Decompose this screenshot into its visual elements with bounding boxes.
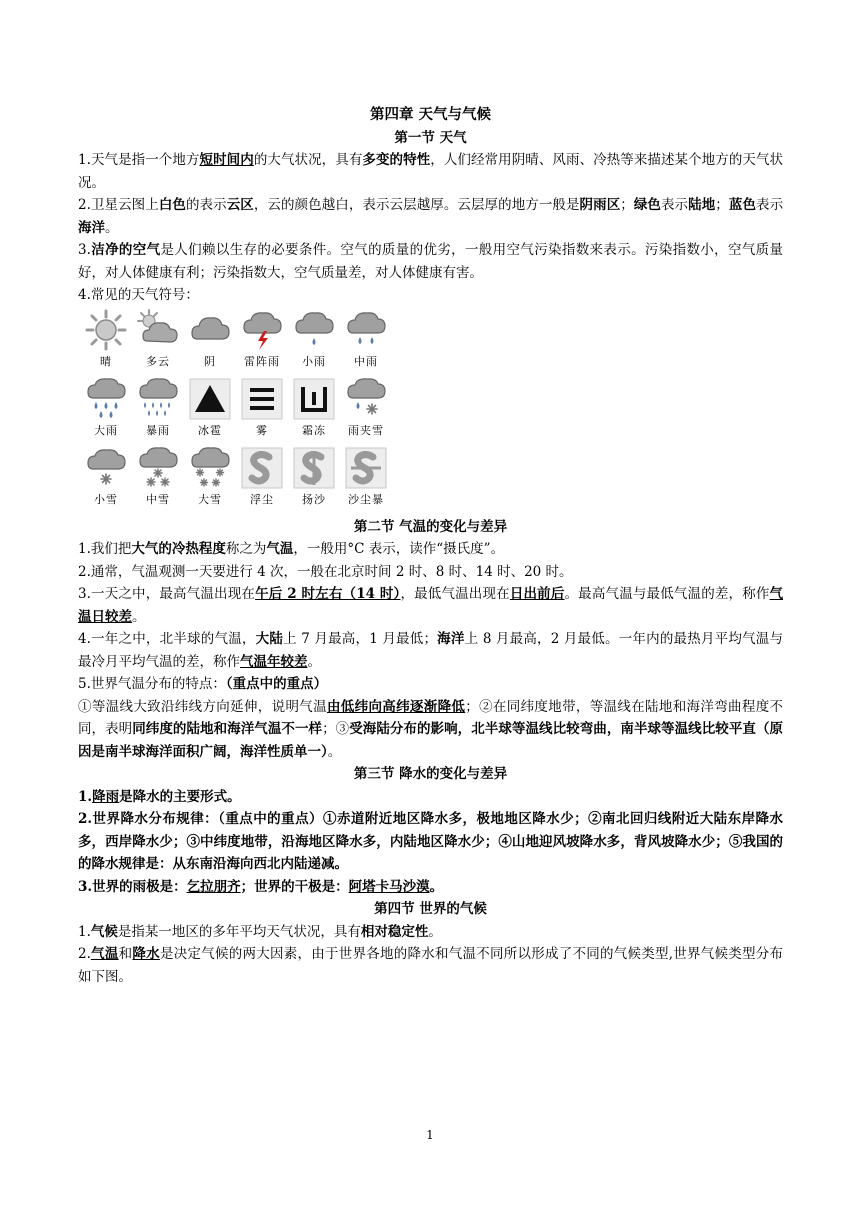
- symbol-label: 中雪: [146, 492, 170, 506]
- weather-symbol: [288, 378, 340, 444]
- hail-icon: [189, 378, 231, 420]
- partly-cloudy-icon: [137, 309, 179, 351]
- symbol-label: 雨夹雪: [348, 423, 384, 437]
- weather-symbol: [340, 378, 392, 444]
- s2-paragraph-2: 2.通常，气温观测一天要进行 4 次，一般在北京时间 2 时、8 时、14 时、20 时。: [78, 563, 573, 580]
- weather-symbol-grid: [80, 309, 783, 513]
- s1-paragraph-4: 4.常见的天气符号：: [78, 287, 199, 303]
- symbol-label: 扬沙: [302, 492, 326, 506]
- sleet-icon: [345, 378, 387, 420]
- weather-symbol-row: [80, 309, 783, 375]
- floating-dust-icon: [241, 447, 283, 489]
- weather-symbol: [80, 378, 132, 444]
- weather-symbol: [80, 447, 132, 513]
- s2-paragraph-1: 1.我们把大气的冷热程度称之为气温，一般用°C 表示，读作“摄氏度”。: [78, 541, 505, 557]
- symbol-label: 晴: [100, 354, 112, 368]
- symbol-label: 沙尘暴: [348, 492, 384, 506]
- section-2-title: 第二节 气温的变化与差异: [353, 518, 508, 535]
- s3-paragraph-1: 1.降雨是降水的主要形式。: [78, 788, 241, 805]
- weather-symbol: [236, 447, 288, 513]
- symbol-label: 暴雨: [146, 423, 170, 437]
- frost-icon: [293, 378, 335, 420]
- symbol-label: 浮尘: [250, 492, 274, 506]
- overcast-icon: [189, 309, 231, 351]
- weather-symbol: [288, 447, 340, 513]
- s3-paragraph-3: 3.世界的雨极是：乞拉朋齐；世界的干极是：阿塔卡马沙漠。: [78, 878, 444, 895]
- symbol-label: 小雨: [302, 354, 326, 368]
- weather-symbol: [236, 378, 288, 444]
- section-4-title: 第四节 世界的气候: [374, 901, 487, 917]
- sun-icon: [85, 309, 127, 351]
- symbol-label: 雾: [256, 423, 268, 437]
- page-number: 1: [426, 1128, 434, 1142]
- weather-symbol: [184, 309, 236, 375]
- symbol-label: 阴: [204, 354, 216, 368]
- light-rain-icon: [293, 309, 335, 351]
- weather-symbol: [80, 309, 132, 375]
- heavy-rain-icon: [85, 378, 127, 420]
- s1-paragraph-2: 2.卫星云图上白色的表示云区，云的颜色越白，表示云层越厚。云层厚的地方一般是阴雨区；绿色表示陆地；蓝色表示海洋。: [78, 197, 784, 236]
- page-content: [78, 104, 783, 988]
- weather-symbol: [236, 309, 288, 375]
- symbol-label: 小雪: [94, 492, 118, 506]
- weather-symbol-row: [80, 447, 783, 513]
- symbol-label: 冰雹: [198, 423, 222, 437]
- s1-paragraph-1: 1.天气是指一个地方短时间内的大气状况，具有多变的特性，人们经常用阴晴、风雨、冷热等来描述某个地方的天气状况。: [78, 152, 784, 191]
- blowing-sand-icon: [293, 447, 335, 489]
- s2-paragraph-5: 5.世界气温分布的特点：（重点中的重点）: [78, 676, 328, 692]
- symbol-label: 大雨: [94, 423, 118, 437]
- s2-paragraph-4: 4.一年之中，北半球的气温，大陆上 7 月最高，1 月最低；海洋上 8 月最高，2 月最低。一年内的最热月平均气温与最冷月平均气温的差，称作气温年较差。: [78, 631, 784, 670]
- rainstorm-icon: [137, 378, 179, 420]
- weather-symbol: [184, 447, 236, 513]
- symbol-label: 中雨: [354, 354, 378, 368]
- s2-paragraph-6: ①等温线大致沿纬线方向延伸，说明气温由低纬向高纬逐渐降低；②在同纬度地带，等温线在陆地和海洋弯曲程度不同，表明同纬度的陆地和海洋气温不一样；③受海陆分布的影响，北半球等温线比较弯曲，南半球等温线比较平直（原因是南半球海洋面积广阔，海洋性质单一）。: [78, 698, 784, 760]
- heavy-snow-icon: [189, 447, 231, 489]
- s3-paragraph-2: 2.世界降水分布规律：（重点中的重点）①赤道附近地区降水多，极地地区降水少；②南北回归线附近大陆东岸降水多，西岸降水少；③中纬度地带，沿海地区降水多，内陆地区降水少；④山地迎风坡降水多，背风坡降水少；⑤我国的的降水规律是：从东南沿海向西北内陆递减。: [78, 811, 783, 872]
- moderate-snow-icon: [137, 447, 179, 489]
- s1-paragraph-3: 3.洁净的空气是人们赖以生存的必要条件。空气的质量的优劣，一般用空气污染指数来表示。污染指数小，空气质量好，对人体健康有利；污染指数大，空气质量差，对人体健康有害。: [78, 242, 784, 281]
- symbol-label: 多云: [146, 354, 170, 368]
- sandstorm-icon: [345, 447, 387, 489]
- s4-paragraph-1: 1.气候是指某一地区的多年平均天气状况，具有相对稳定性。: [78, 923, 442, 940]
- weather-symbol: [132, 447, 184, 513]
- section-1-title: 第一节 天气: [394, 129, 467, 146]
- weather-symbol: [184, 378, 236, 444]
- weather-symbol: [340, 309, 392, 375]
- weather-symbol-row: [80, 378, 783, 444]
- weather-symbol: [288, 309, 340, 375]
- s4-paragraph-2: 2.气温和降水是决定气候的两大因素，由于世界各地的降水和气温不同所以形成了不同的气候类型,世界气候类型分布如下图。: [78, 946, 784, 985]
- light-snow-icon: [85, 447, 127, 489]
- weather-symbol: [340, 447, 392, 513]
- s2-paragraph-3: 3.一天之中，最高气温出现在午后 2 时左右（14 时），最低气温出现在日出前后。最高气温与最低气温的差，称作气温日较差。: [78, 586, 784, 625]
- chapter-title: 第四章 天气与气候: [369, 106, 492, 123]
- symbol-label: 雷阵雨: [244, 354, 280, 368]
- weather-symbol: [132, 309, 184, 375]
- section-3-title: 第三节 降水的变化与差异: [353, 766, 508, 782]
- thunderstorm-icon: [241, 309, 283, 351]
- moderate-rain-icon: [345, 309, 387, 351]
- symbol-label: 大雪: [198, 492, 222, 506]
- fog-icon: [241, 378, 283, 420]
- symbol-label: 霜冻: [302, 423, 326, 437]
- weather-symbol: [132, 378, 184, 444]
